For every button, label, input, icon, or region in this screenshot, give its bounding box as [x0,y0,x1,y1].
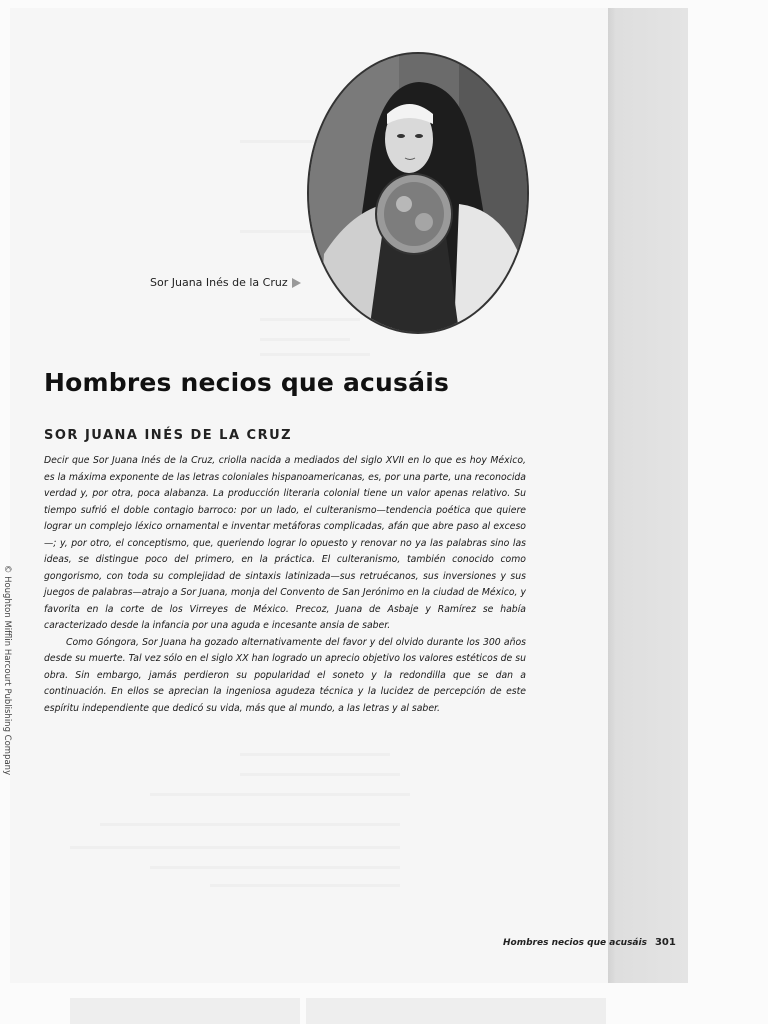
bleed-through-line [240,773,400,776]
paragraph: Decir que Sor Juana Inés de la Cruz, criolla nacida a mediados del siglo XVII en lo que es hoy México, es la máxima exponente de las letras coloniales hispanoamericanas, es, por una parte, una reconocida verdad y, por otra, poca alabanza. La producción literaria colonial tiene un valor apenas relativo. Su tiempo sufrió el doble contagio barroco: por un lado, el culteranismo—tendencia poética que quiere lograr un complejo léxico ornamental e inventar metáforas complicadas, afán que abre paso al exceso—; y, por otro, el conceptismo, que, queriendo lograr lo opuesto y renovar no ya las palabras sino las ideas, se distingue poco del primero, en la práctica. El culteranismo, también conocido como gongorismo, con toda su complejidad de sintaxis latinizada—sus retruécanos, sus inversiones y sus juegos de palabras—atrajo a Sor Juana, monja del Convento de San Jerónimo en la ciudad de México, y favorita en la corte de los Virreyes de México. Precoz, Juana de Asbaje y Ramírez se había caracterizado desde la infancia por una aguda e incesante ansia de saber. [44,455,526,631]
bleed-through-line [260,353,370,356]
next-page-edge [306,998,606,1024]
scan-shadow [606,8,688,983]
page-footer [503,937,676,948]
bleed-through-line [240,753,390,756]
portrait-caption [150,276,301,289]
caption-arrow-icon [292,278,301,288]
copyright-notice: © Houghton Mifflin Harcourt Publishing Company [2,564,12,776]
author-introduction [44,453,526,717]
page-title: Hombres necios que acusáis [44,368,450,397]
bleed-through-line [150,793,410,796]
running-title: Hombres necios que acusáis [503,938,647,948]
portrait-image [307,52,529,334]
bleed-through-line [100,823,400,826]
bleed-through-line [70,846,400,849]
caption-text: Sor Juana Inés de la Cruz [150,276,288,289]
bleed-through-line [260,338,350,341]
author-heading: SOR JUANA INÉS DE LA CRUZ [44,428,293,443]
bleed-through-line [210,884,400,887]
paragraph: Como Góngora, Sor Juana ha gozado alternativamente del favor y del olvido durante los 300 años desde su muerte. Tal vez sólo en el siglo XX han logrado un aprecio objetivo los valores estéticos de su obra. Sin embargo, jamás perdieron su popularidad el soneto y la redondilla que se dan a continuación. En ellos se aprecian la ingeniosa agudeza técnica y la lucidez de percepción de este espíritu independiente que dedicó su vida, más que al mundo, a las letras y al saber. [44,636,526,714]
page-number: 301 [654,937,676,948]
bleed-through-line [150,866,400,869]
bleed-through-line [240,230,320,233]
bleed-through-line [260,318,360,321]
portrait-illustration [309,54,527,332]
next-page-edge [70,998,300,1024]
